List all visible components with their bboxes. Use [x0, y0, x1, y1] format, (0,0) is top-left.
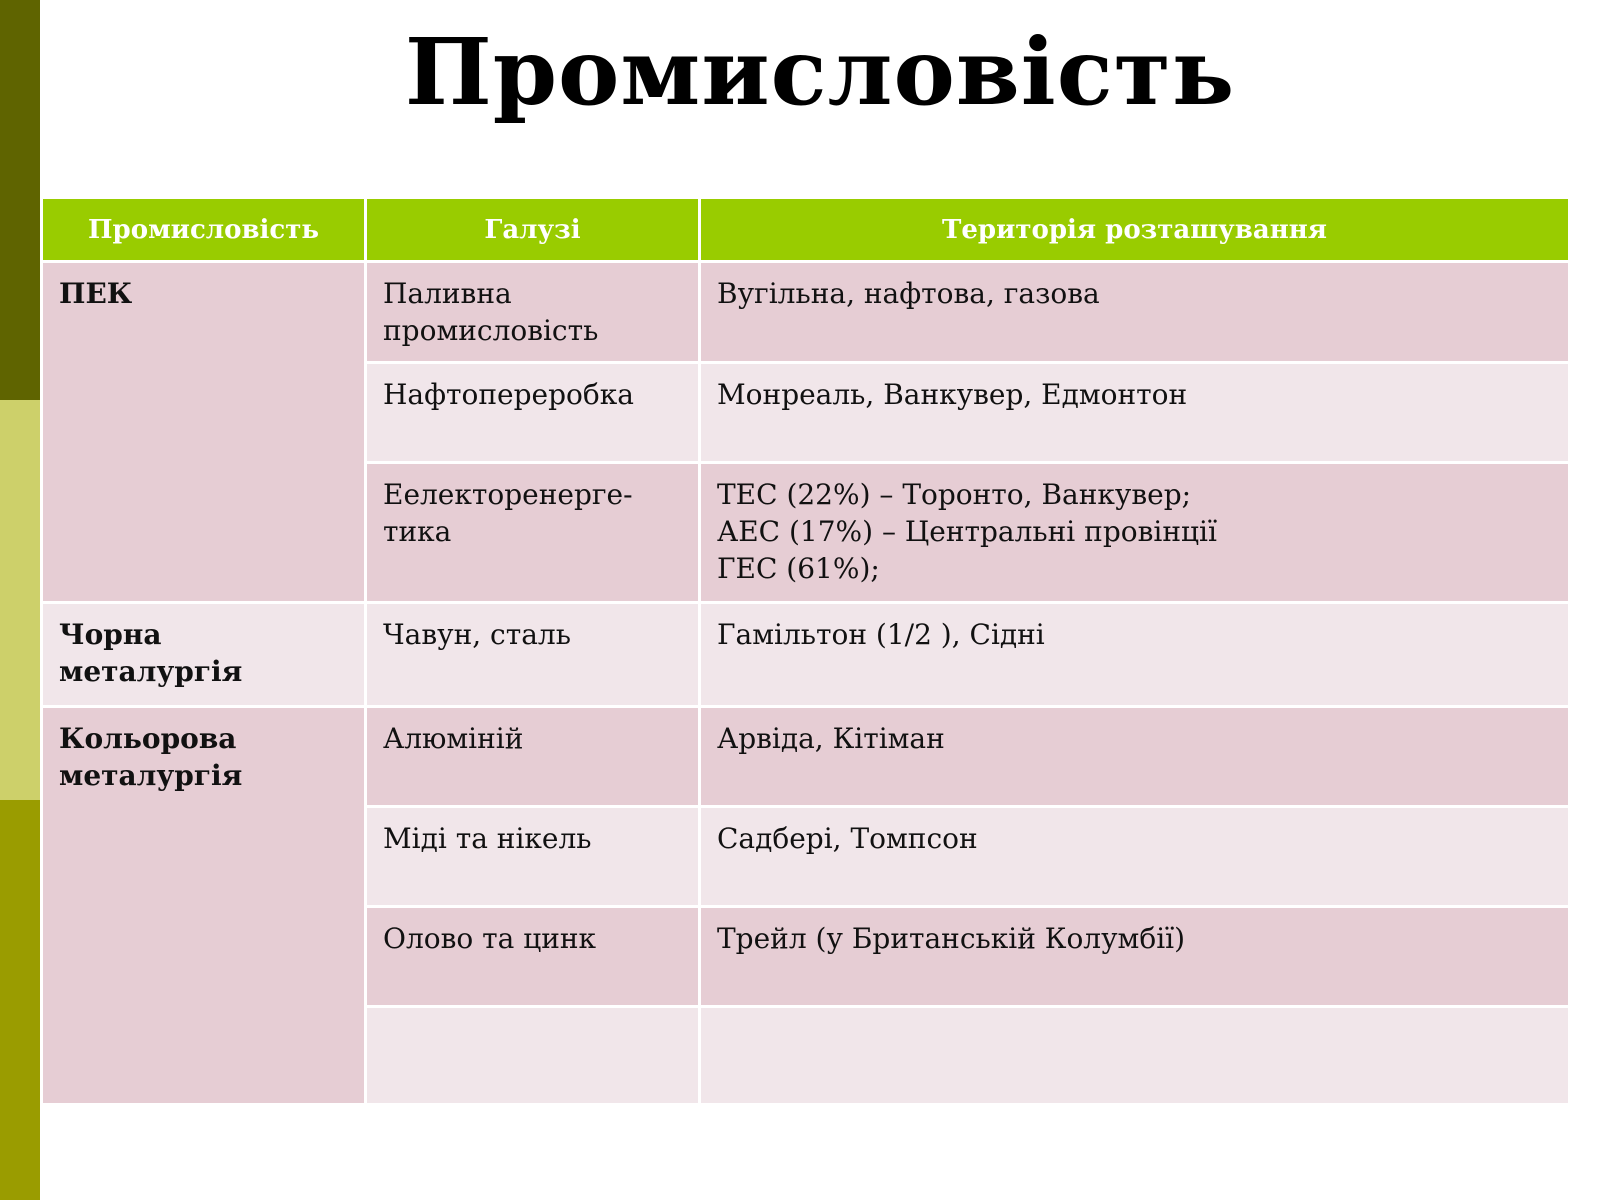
branch-cell: Міді та нікель: [366, 807, 700, 907]
category-ferrous: Чорна металургія: [42, 603, 366, 707]
branch-cell: Чавун, сталь: [366, 603, 700, 707]
header-industry: Промисловість: [42, 198, 366, 262]
decorative-sidebar: [0, 0, 40, 1200]
territory-cell: Монреаль, Ванкувер, Едмонтон: [700, 363, 1570, 463]
table-header-row: [42, 198, 1570, 262]
territory-cell: Садбері, Томпсон: [700, 807, 1570, 907]
branch-cell: [366, 1007, 700, 1105]
sidebar-block-dark: [0, 0, 40, 400]
sidebar-block-light: [0, 400, 40, 800]
territory-cell: Вугільна, нафтова, газова: [700, 262, 1570, 363]
branch-cell: Нафтопереробка: [366, 363, 700, 463]
header-territory: Територія розташування: [700, 198, 1570, 262]
category-nonferrous: Кольорова металургія: [42, 707, 366, 1105]
slide-title: Промисловість: [404, 18, 1236, 126]
table-row: [42, 707, 1570, 807]
branch-cell: Еелекторенерге- тика: [366, 463, 700, 603]
territory-cell: Арвіда, Кітіман: [700, 707, 1570, 807]
sidebar-block-olive: [0, 800, 40, 1200]
table-row: [42, 603, 1570, 707]
branch-cell: Олово та цинк: [366, 907, 700, 1007]
territory-cell: [700, 1007, 1570, 1105]
header-branches: Галузі: [366, 198, 700, 262]
territory-cell: Гамільтон (1/2 ), Сідні: [700, 603, 1570, 707]
industry-table: [40, 196, 1571, 1106]
territory-cell: Трейл (у Британській Колумбії): [700, 907, 1570, 1007]
branch-cell: Алюміній: [366, 707, 700, 807]
category-pek: ПЕК: [42, 262, 366, 603]
table-row: [42, 262, 1570, 363]
territory-cell: ТЕС (22%) – Торонто, Ванкувер; АЕС (17%) – Центральні провінції ГЕС (61%);: [700, 463, 1570, 603]
branch-cell: Паливна промисловість: [366, 262, 700, 363]
